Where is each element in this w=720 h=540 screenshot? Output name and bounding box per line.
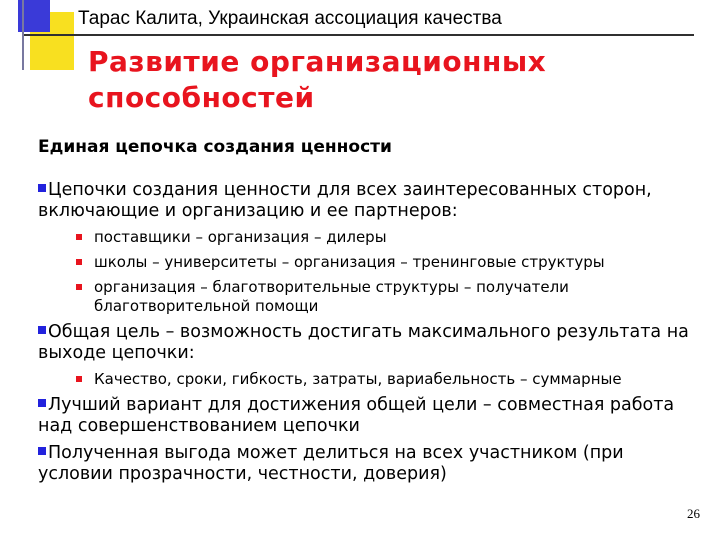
square-bullet-icon — [76, 234, 82, 240]
square-bullet-icon — [76, 259, 82, 265]
bullet-text: Цепочки создания ценности для всех заинтересованных сторон, включающие и организацию и ее партнеров: — [38, 180, 652, 221]
bullet-text: Лучший вариант для достижения общей цели – совместная работа над совершенствованием цепочки — [38, 395, 675, 436]
bullet-text: Общая цель – возможность достигать максимального результата на выходе цепочки: — [38, 322, 689, 363]
bullet-text: Полученная выгода может делиться на всех участником (при условии прозрачности, честности, доверия) — [38, 443, 624, 484]
slide-body — [38, 136, 698, 491]
bullet-level1 — [38, 443, 698, 485]
square-bullet-icon — [38, 184, 46, 192]
square-bullet-icon — [38, 399, 46, 407]
bullet-level2 — [38, 228, 684, 247]
bullet-level2 — [38, 370, 684, 389]
header-rule — [24, 34, 694, 36]
subheading: Единая цепочка создания ценности — [38, 137, 392, 157]
bullet-level1 — [38, 180, 698, 222]
bullet-text: поставщики – организация – дилеры — [94, 228, 387, 246]
bullet-level1 — [38, 395, 698, 437]
bullet-level2 — [38, 278, 684, 316]
square-bullet-icon — [38, 326, 46, 334]
bullet-level2 — [38, 253, 684, 272]
square-bullet-icon — [76, 284, 82, 290]
bullet-level1 — [38, 322, 698, 364]
slide-title: Развитие организационных способностей — [88, 45, 547, 114]
bullet-text: Качество, сроки, гибкость, затраты, вариабельность – суммарные — [94, 370, 622, 388]
header-author: Тарас Калита, Украинская ассоциация качества — [78, 8, 502, 29]
page-number: 26 — [687, 506, 700, 521]
bullet-text: организация – благотворительные структуры – получатели благотворительной помощи — [94, 278, 569, 315]
square-bullet-icon — [38, 447, 46, 455]
square-bullet-icon — [76, 376, 82, 382]
bullet-text: школы – университеты – организация – тренинговые структуры — [94, 253, 605, 271]
